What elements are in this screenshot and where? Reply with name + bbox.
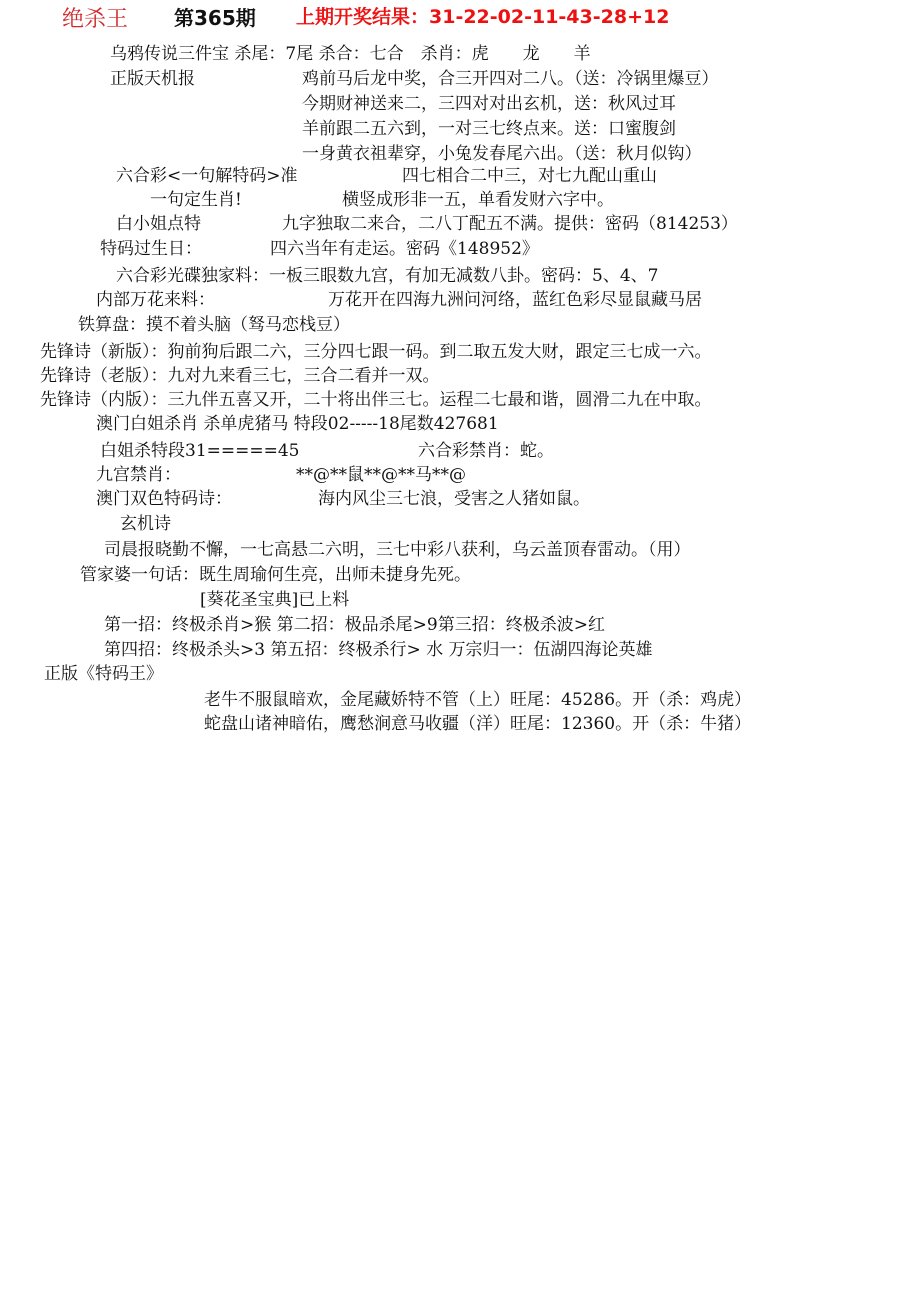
text-line: 第四招：终极杀头>3 第五招：终极杀行> 水 万宗归一：伍湖四海论英雄 — [104, 640, 653, 660]
text-line: 白姐杀特段31=====45 — [100, 441, 300, 461]
text-line: 九宫禁肖： — [96, 465, 181, 485]
text-line: 四六当年有走运。密码《148952》 — [270, 239, 539, 259]
text-line: 一句定生肖! — [150, 190, 242, 210]
text-line: 澳门双色特码诗： — [96, 489, 232, 509]
text-line: 今期财神送来二，三四对对出玄机，送：秋风过耳 — [302, 94, 676, 114]
text-line: 六合彩光碟独家料：一板三眼数九宫，有加无减数八卦。密码：5、4、7 — [116, 266, 659, 286]
text-line: 万花开在四海九洲问河络，蓝红色彩尽显鼠藏马居 — [328, 290, 702, 310]
text-line: 先锋诗（内版）：三九伴五喜又开，二十将出伴三七。运程二七最和谐，圆滑二九在中取。 — [40, 390, 712, 410]
text-line: 白小姐点特 — [116, 214, 201, 234]
text-line: 玄机诗 — [120, 514, 171, 534]
text-line: [葵花圣宝典]已上料 — [200, 590, 350, 610]
text-line: 内部万花来料： — [96, 290, 215, 310]
text-line: 澳门白姐杀肖 杀单虎猪马 特段02-----18尾数427681 — [96, 414, 499, 434]
text-line: 特码过生日： — [100, 239, 202, 259]
text-line: 四七相合二中三，对七九配山重山 — [402, 166, 657, 186]
logo: 绝杀王 — [62, 7, 129, 32]
text-line: 先锋诗（新版）：狗前狗后跟二六，三分四七跟一码。到二取五发大财，跟定三七成一六。 — [40, 342, 712, 362]
text-line: 老牛不服鼠暗欢，金尾藏娇特不管（上）旺尾：45286。开（杀：鸡虎） — [204, 690, 752, 710]
text-line: 鸡前马后龙中奖，合三开四对二八。（送：冷锅里爆豆） — [302, 69, 719, 89]
text-line: 先锋诗（老版）：九对九来看三七，三合二看并一双。 — [40, 366, 440, 386]
issue-number: 第365期 — [174, 6, 256, 30]
text-line: **@**鼠**@**马**@ — [296, 465, 466, 485]
text-line: 九字独取二来合，二八丁配五不满。提供：密码（814253） — [282, 214, 738, 234]
last-draw-result: 上期开奖结果：31-22-02-11-43-28+12 — [296, 6, 670, 28]
text-line: 横竖成形非一五，单看发财六字中。 — [342, 190, 614, 210]
text-line: 六合彩禁肖：蛇。 — [418, 441, 554, 461]
text-line: 铁算盘：摸不着头脑（驽马恋栈豆） — [78, 315, 350, 335]
text-line: 正版《特码王》 — [44, 664, 163, 684]
text-line: 一身黄衣祖辈穿，小兔发春尾六出。（送：秋月似钩） — [302, 144, 702, 164]
text-line: 海内风尘三七浪，受害之人猪如鼠。 — [318, 489, 590, 509]
text-line: 羊前跟二五六到，一对三七终点来。送：口蜜腹剑 — [302, 119, 676, 139]
text-line: 司晨报晓勤不懈，一七高悬二六明，三七中彩八获利，乌云盖顶春雷动。（用） — [104, 540, 691, 560]
text-line: 蛇盘山诸神暗佑，鹰愁涧意马收疆（洋）旺尾：12360。开（杀：牛猪） — [204, 714, 752, 734]
text-line: 乌鸦传说三件宝 杀尾：7尾 杀合：七合 杀肖：虎 龙 羊 — [110, 44, 591, 64]
text-line: 六合彩<一句解特码>准 — [116, 166, 298, 186]
text-line: 正版天机报 — [110, 69, 195, 89]
text-line: 第一招：终极杀肖>猴 第二招：极品杀尾>9第三招：终极杀波>红 — [104, 615, 605, 635]
text-line: 管家婆一句话：既生周瑜何生亮，出师未捷身先死。 — [80, 565, 471, 585]
